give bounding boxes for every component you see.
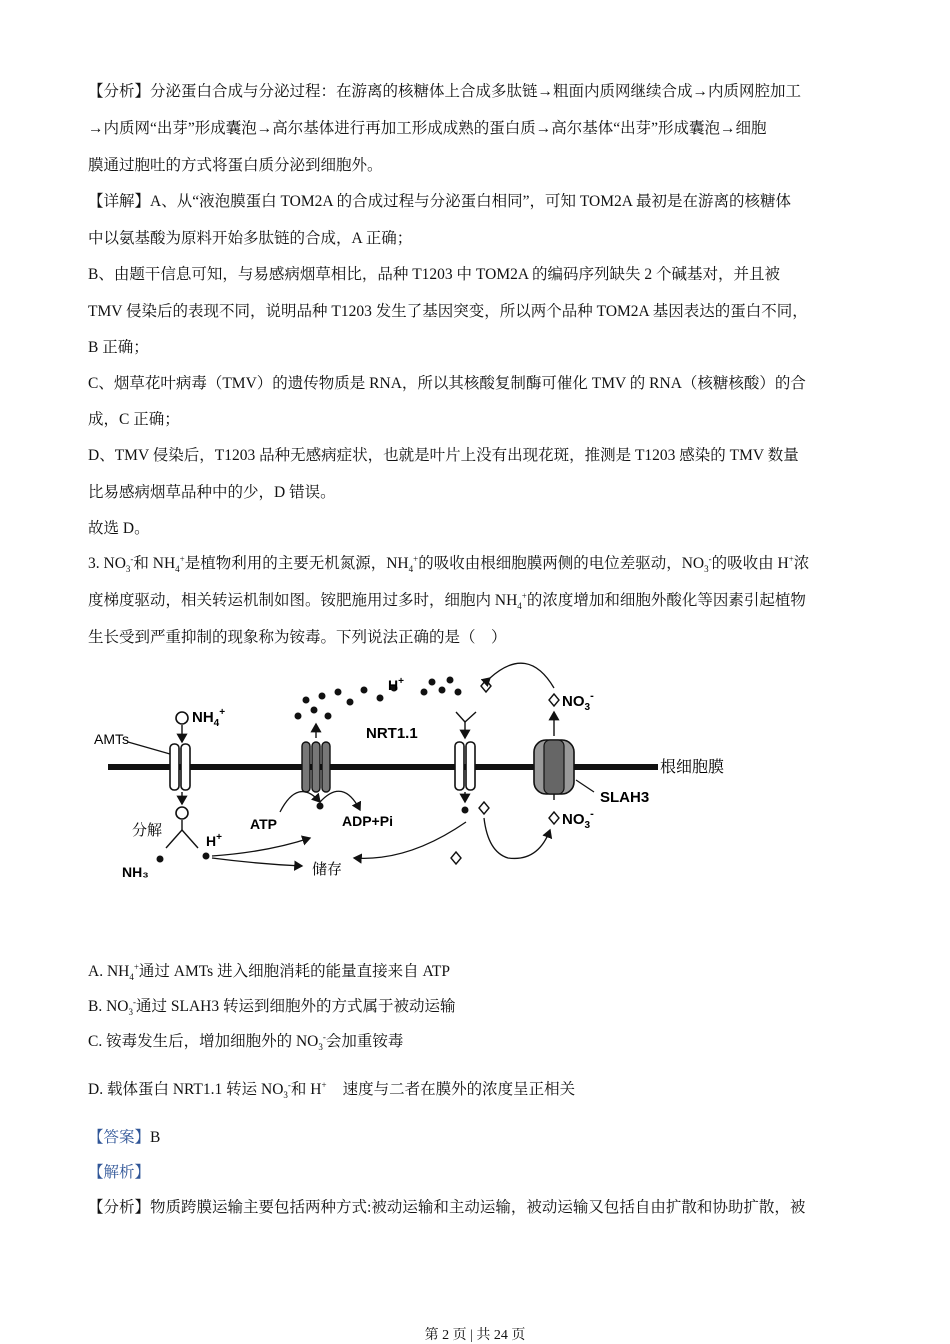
- slah3-channel: [534, 740, 574, 794]
- nh4-inside-icon: [176, 807, 188, 819]
- analysis-line-1: 【分析】分泌蛋白合成与分泌过程：在游离的核糖体上合成多肽链→粗面内质网继续合成→内质网腔加工: [88, 83, 802, 100]
- analysis-tag: 【分析】: [88, 83, 151, 100]
- no3-bottom-label: $NO_3^-$: [562, 808, 594, 831]
- no3-top-label: $NO_3^-$: [562, 690, 594, 713]
- hplus-low-label: H+: [206, 832, 222, 849]
- adp-label: ADP+Pi: [342, 813, 393, 829]
- no3-lost-icon: [451, 852, 461, 864]
- membrane-label: 根细胞膜: [660, 759, 725, 776]
- answer-line: [88, 1128, 878, 1147]
- h-ion-dots: [295, 677, 462, 720]
- no3-bottom-icon: [549, 812, 559, 824]
- detail-b-line-3: B 正确；: [88, 339, 149, 356]
- detail-d-line-2: 比易感病烟草品种中的少，D 错误。: [88, 484, 336, 501]
- nh4-label: $NH_4^+$: [192, 707, 226, 729]
- nrt-label: NRT1.1: [366, 725, 418, 742]
- analysis-line-3: 膜通过胞吐的方式将蛋白质分泌到细胞外。: [88, 157, 383, 174]
- h-dot-inside-pump: [317, 803, 324, 810]
- detail-a-line-1: 【详解】A、从“液泡膜蛋白 TOM2A 的合成过程与分泌蛋白相同”，可知 TOM2A 最初是在游离的核糖体: [88, 193, 791, 210]
- atp-label: ATP: [250, 816, 277, 832]
- analysis-line-2: →内质网“出芽”形成囊泡→高尔基体进行再加工形成成熟的蛋白质→高尔基体“出芽”形成囊泡→细胞: [88, 120, 767, 137]
- no3-inside-nrt-icon: [479, 802, 489, 814]
- storage-label: 储存: [312, 861, 343, 878]
- slah3-label: SLAH3: [600, 789, 650, 806]
- detail-tag: 【详解】: [88, 193, 151, 210]
- hplus-top-label: H+: [388, 676, 404, 693]
- detail-choice: 故选 D。: [88, 520, 150, 537]
- option-a: A. $NH_4^+$通过 AMTs 进入细胞消耗的能量直接来自 ATP: [88, 961, 451, 983]
- detail-a-line-2: 中以氨基酸为原料开始多肽链的合成，A 正确；: [88, 230, 413, 247]
- decompose-label: 分解: [132, 822, 163, 839]
- explain-tag: 【解析】: [88, 1164, 151, 1181]
- detail-b-line-2: TMV 侵染后的表现不同，说明品种 T1203 发生了基因突变，所以两个品种 TOM2A 基因表达的蛋白不同，: [88, 303, 808, 320]
- question-3-line-2: 度梯度驱动，相关转运机制如图。铵肥施用过多时，细胞内 $NH_4^+$的浓度增加和细胞外酸化等因素引起植物: [88, 590, 806, 612]
- page-footer: 第 2 页 | 共 24 页: [424, 1328, 526, 1343]
- proton-pump: [302, 742, 330, 792]
- option-b: B. $NO_3^-$通过 SLAH3 转运到细胞外的方式属于被动运输: [88, 996, 456, 1018]
- detail-b-line-1: B、由题干信息可知，与易感病烟草相比，品种 T1203 中 TOM2A 的编码序列缺失 2 个碱基对，并且被: [88, 266, 781, 283]
- transport-diagram: [88, 652, 788, 892]
- nh4-ion-icon: [176, 712, 188, 724]
- no3-outside-nrt-icon: [481, 680, 491, 692]
- detail-d-line-1: D、TMV 侵染后，T1203 品种无感病症状，也就是叶片上没有出现花斑，推测是 T1203 感染的 TMV 数量: [88, 447, 799, 464]
- option-c: C. 铵毒发生后，增加细胞外的 $NO_3^-$会加重铵毒: [88, 1031, 404, 1053]
- no3-top-icon: [549, 694, 559, 706]
- answer-tag: 【答案】: [88, 1129, 151, 1146]
- answer-value: B: [150, 1129, 161, 1146]
- detail-c-line-1: C、烟草花叶病毒（TMV）的遗传物质是 RNA，所以其核酸复制酶可催化 TMV 的 RNA（核糖核酸）的合: [88, 375, 806, 392]
- nh3-label: NH₃: [122, 864, 149, 880]
- question-3-line-3: 生长受到严重抑制的现象称为铵毒。下列说法正确的是（ ）: [88, 629, 507, 646]
- analysis-2-line: 【分析】物质跨膜运输主要包括两种方式:被动运输和主动运输，被动运输又包括自由扩散和协助扩散，被: [88, 1199, 806, 1216]
- question-3-line-1: 3. $NO_3^-$和 $NH_4^+$是植物利用的主要无机氮源，$NH_4^+$的吸收由根细胞膜两侧的电位差驱动，$NO_3^-$的吸收由 H+浓: [88, 553, 810, 575]
- nh3-dot: [157, 856, 164, 863]
- detail-c-line-2: 成，C 正确；: [88, 411, 180, 428]
- h-dot-low: [203, 853, 210, 860]
- h-dot-inside-nrt: [462, 807, 469, 814]
- amts-label: AMTs: [94, 731, 129, 747]
- option-d: D. 载体蛋白 NRT1.1 转运 $NO_3^-$和 H+ 速度与二者在膜外的浓度呈正相关: [88, 1079, 576, 1101]
